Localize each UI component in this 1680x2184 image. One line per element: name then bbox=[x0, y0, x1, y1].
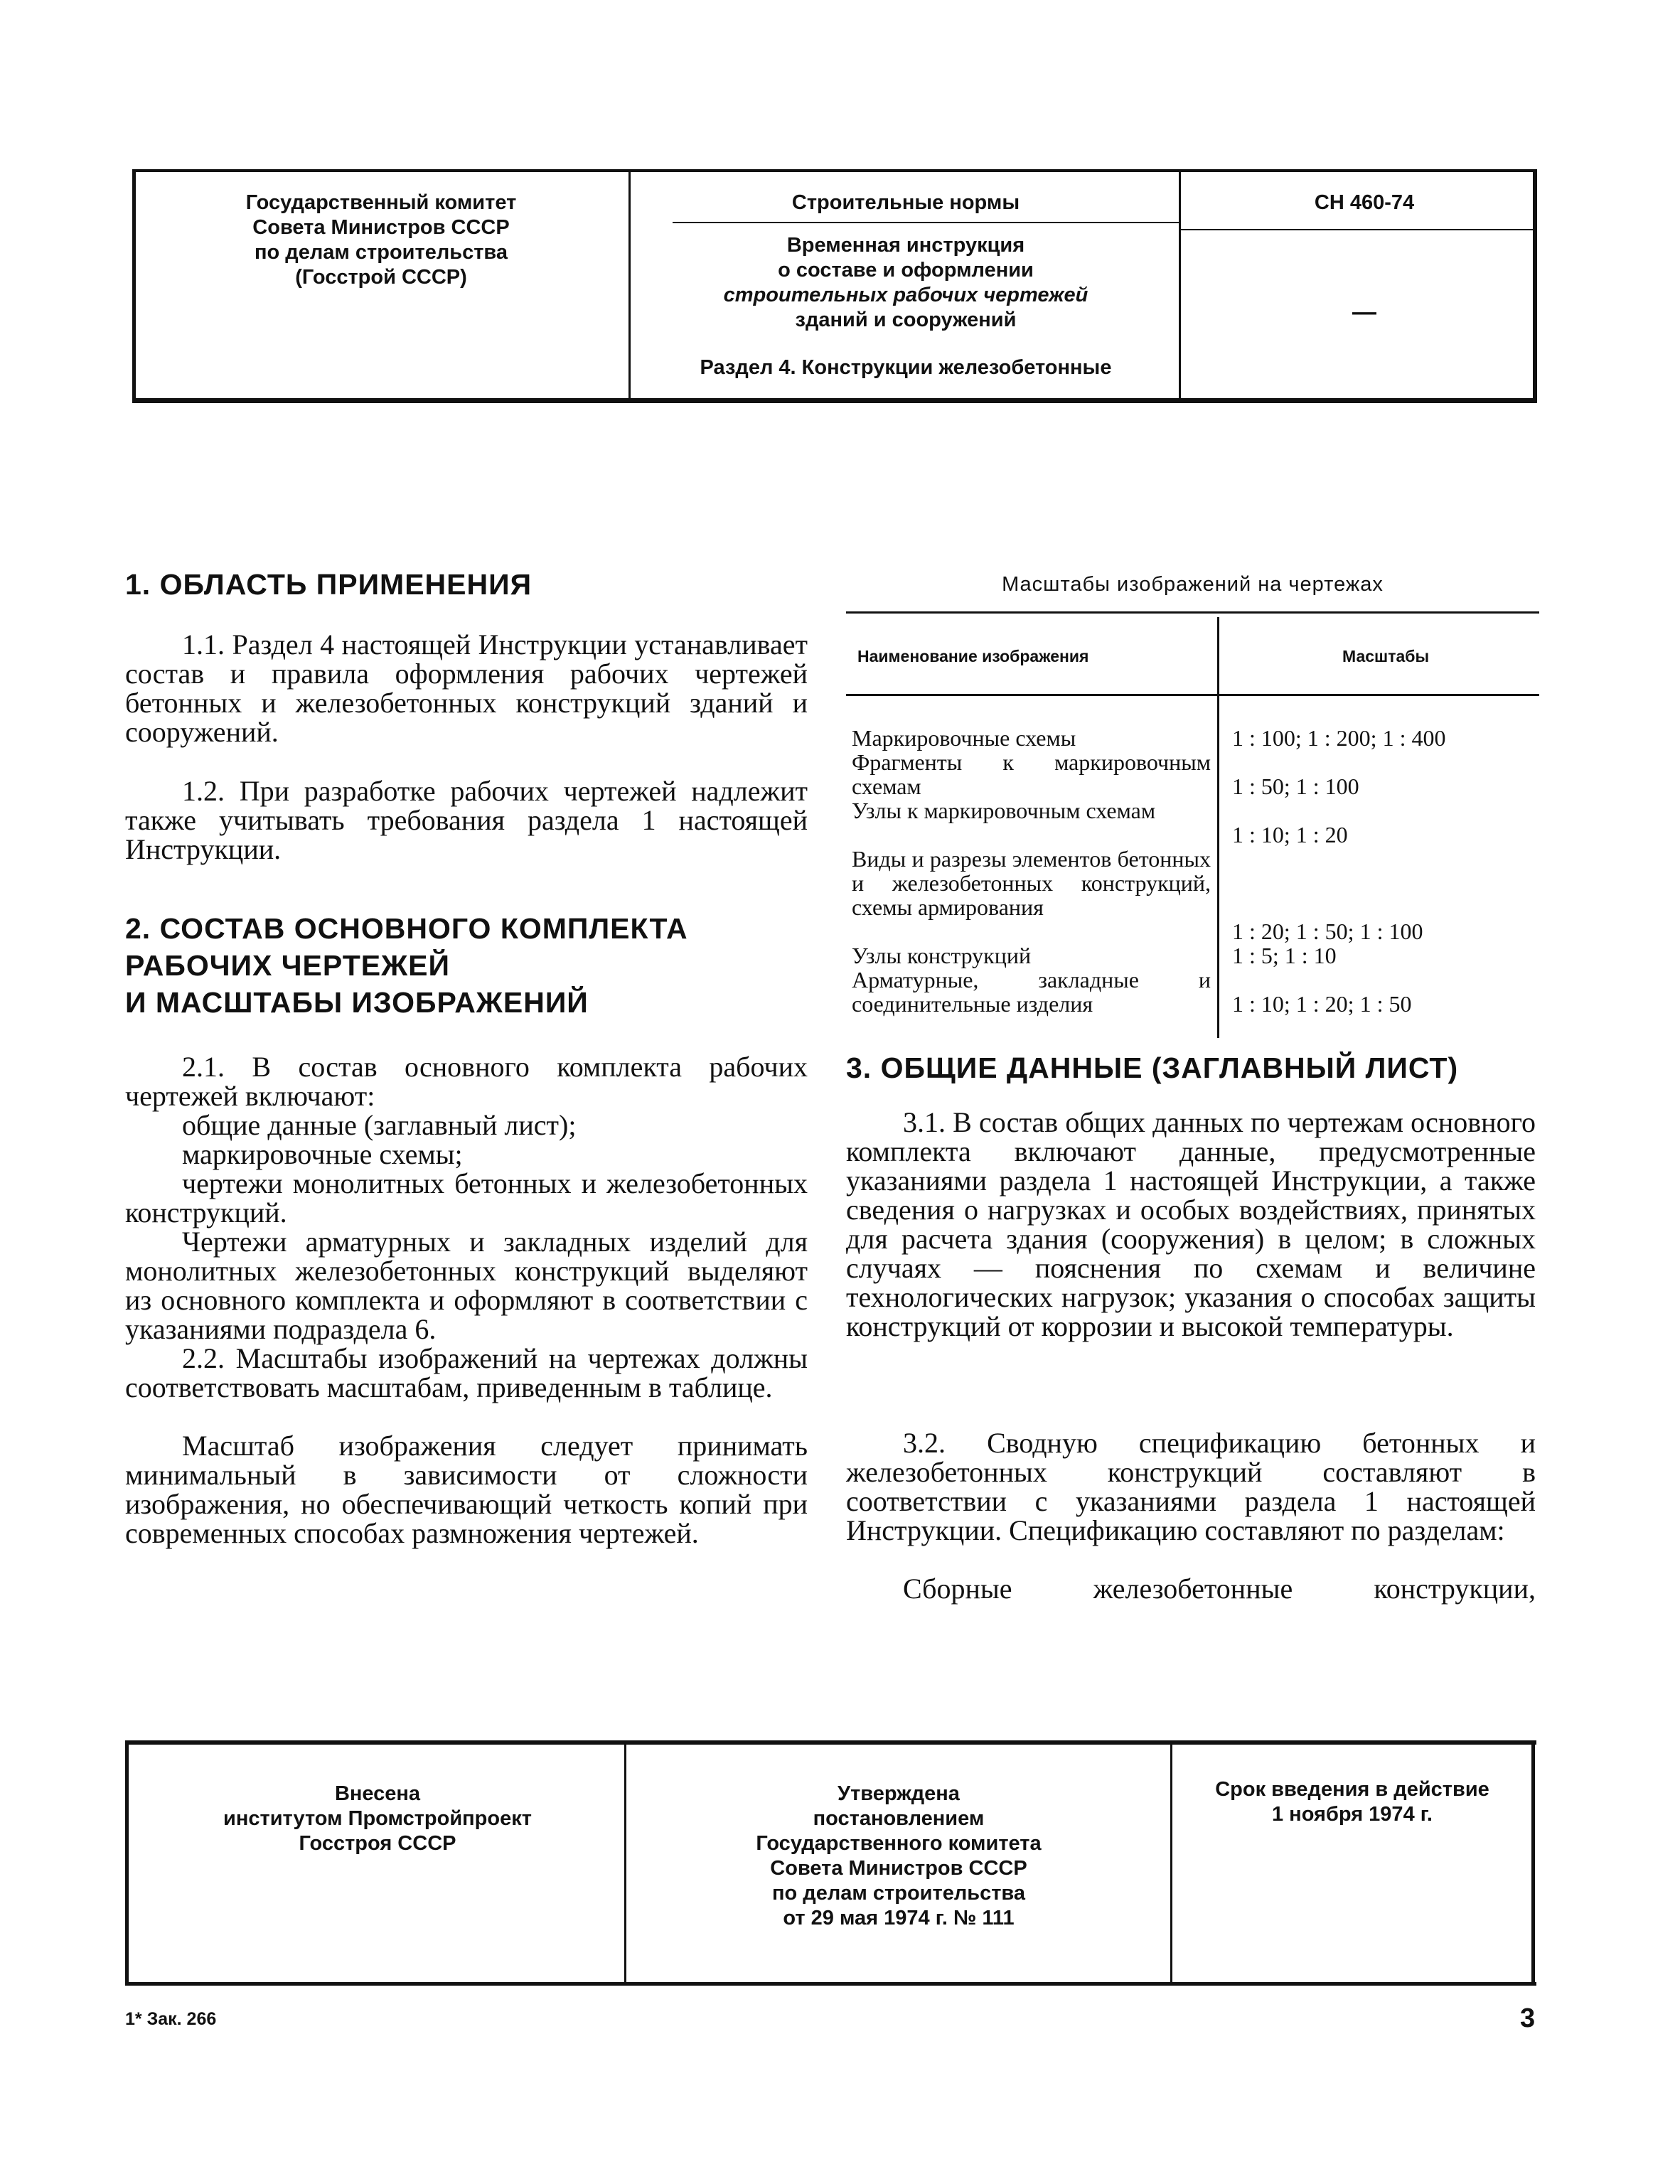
table-caption: Масштабы изображений на чертежах bbox=[1002, 573, 1384, 596]
doc-title: Временная инструкция о составе и оформлении строительных рабочих чертежей зданий и сооружений bbox=[723, 234, 1088, 331]
footer-bottom-rule bbox=[125, 1982, 1536, 1986]
para-3-1: 3.1. В состав общих данных по чертежам основного комплекта включают данные, предусмотренные указаниями раздела 1 настоящей Инструкции, а также сведения о нагрузках и особых воздействиях, принятых для расчета здания (сооружения) в целом; в сложных случаях — пояснения по схемам и величине технологических нагрузок; указания о способах защиты конструкций от коррозии и высокой температуры. bbox=[846, 1106, 1536, 1342]
header-bottom-rule bbox=[132, 398, 1537, 403]
table-column-rule bbox=[1217, 617, 1219, 1038]
table-header-rule bbox=[846, 694, 1539, 696]
section2-heading: 2. СОСТАВ ОСНОВНОГО КОМПЛЕКТА РАБОЧИХ ЧЕРТЕЖЕЙ И МАСШТАБЫ ИЗОБРАЖЕНИЙ bbox=[125, 912, 688, 1019]
table-row-scale: 1 : 5; 1 : 10 bbox=[1232, 943, 1337, 968]
table-row-name: Маркировочные схемы bbox=[852, 725, 1076, 751]
footer-divider-2 bbox=[1170, 1745, 1172, 1982]
header-left-rule bbox=[132, 169, 136, 403]
list-item: общие данные (заглавный лист); bbox=[182, 1109, 577, 1141]
approved-by: Утверждена постановлением Государственного комитета Совета Министров СССР по делам строительства от 29 мая 1974 г. № 111 bbox=[756, 1782, 1042, 1929]
section3-heading: 3. ОБЩИЕ ДАННЫЕ (ЗАГЛАВНЫЙ ЛИСТ) bbox=[846, 1051, 1459, 1084]
table-header-name: Наименование изображения bbox=[857, 647, 1089, 665]
category: Строительные нормы bbox=[791, 191, 1020, 214]
order-number: 1* Зак. 266 bbox=[125, 2009, 217, 2029]
header-block bbox=[132, 169, 1537, 407]
list-item: чертежи монолитных бетонных и железобетонных конструкций. bbox=[125, 1167, 808, 1228]
effective-date: Срок введения в действие 1 ноября 1974 г. bbox=[1215, 1778, 1489, 1826]
para-3-2-cont: Сборные железобетонные конструкции, bbox=[903, 1573, 1536, 1605]
header-divider-2 bbox=[1179, 172, 1181, 398]
para-2-1: 2.1. В состав основного комплекта рабочих чертежей включают: bbox=[125, 1051, 808, 1112]
footer-divider-1 bbox=[624, 1745, 626, 1982]
header-mid-rule bbox=[673, 222, 1179, 223]
table-row-scale: 1 : 20; 1 : 50; 1 : 100 bbox=[1232, 919, 1423, 944]
page-number: 3 bbox=[1520, 2003, 1536, 2033]
table-row-scale: 1 : 10; 1 : 20 bbox=[1232, 822, 1348, 847]
section1-heading: 1. ОБЛАСТЬ ПРИМЕНЕНИЯ bbox=[125, 568, 533, 601]
table-row-name: Фрагменты к маркировочным схемам bbox=[852, 749, 1211, 799]
replaces-dash: — bbox=[1352, 299, 1376, 326]
issuer: Государственный комитет Совета Министров СССР по делам строительства (Госстрой СССР) bbox=[245, 191, 517, 289]
para-2-2: 2.2. Масштабы изображений на чертежах должны соответствовать масштабам, приведенным в таблице. bbox=[125, 1342, 808, 1403]
footer-top-rule bbox=[125, 1740, 1536, 1745]
footer-right-rule bbox=[1531, 1740, 1535, 1986]
header-code-rule bbox=[1181, 229, 1533, 230]
table-top-rule bbox=[846, 611, 1539, 614]
doc-code: СН 460-74 bbox=[1314, 191, 1415, 214]
table-row-scale: 1 : 100; 1 : 200; 1 : 400 bbox=[1232, 725, 1446, 751]
table-row-name: Узлы к маркировочным схемам bbox=[852, 798, 1156, 823]
header-divider-1 bbox=[628, 172, 631, 398]
section-title: Раздел 4. Конструкции железобетонные bbox=[700, 356, 1112, 379]
table-row-scale: 1 : 10; 1 : 20; 1 : 50 bbox=[1232, 991, 1412, 1017]
footer-left-rule bbox=[125, 1740, 129, 1986]
table-header-scale: Масштабы bbox=[1342, 647, 1430, 665]
table-row-scale: 1 : 50; 1 : 100 bbox=[1232, 774, 1359, 799]
list-item: маркировочные схемы; bbox=[182, 1138, 463, 1170]
introduced-by: Внесена институтом Промстройпроект Госстроя СССР bbox=[223, 1782, 532, 1855]
para-2-1-cont: Чертежи арматурных и закладных изделий для монолитных железобетонных конструкций выделяют из основного комплекта и оформляют в соответствии с указаниями подраздела 6. bbox=[125, 1226, 808, 1345]
header-top-rule bbox=[132, 169, 1537, 172]
para-2-2-cont: Масштаб изображения следует принимать минимальный в зависимости от сложности изображения, но обеспечивающий четкость копий при современных способах размножения чертежей. bbox=[125, 1430, 808, 1549]
table-row-name: Арматурные, закладные и соединительные изделия bbox=[852, 967, 1211, 1017]
para-1-1: 1.1. Раздел 4 настоящей Инструкции устанавливает состав и правила оформления рабочих чертежей бетонных и железобетонных конструкций зданий и сооружений. bbox=[125, 628, 808, 748]
table-row-name: Виды и разрезы элементов бетонных и железобетонных конструкций, схемы армирования bbox=[852, 846, 1211, 920]
para-1-2: 1.2. При разработке рабочих чертежей надлежит также учитывать требования раздела 1 настоящей Инструкции. bbox=[125, 775, 808, 865]
table-row-name: Узлы конструкций bbox=[852, 943, 1032, 968]
footer-block bbox=[125, 1740, 1536, 1986]
para-3-2: 3.2. Сводную спецификацию бетонных и железобетонных конструкций составляют в соответствии с указаниями раздела 1 настоящей Инструкции. Спецификацию составляют по разделам: bbox=[846, 1427, 1536, 1546]
